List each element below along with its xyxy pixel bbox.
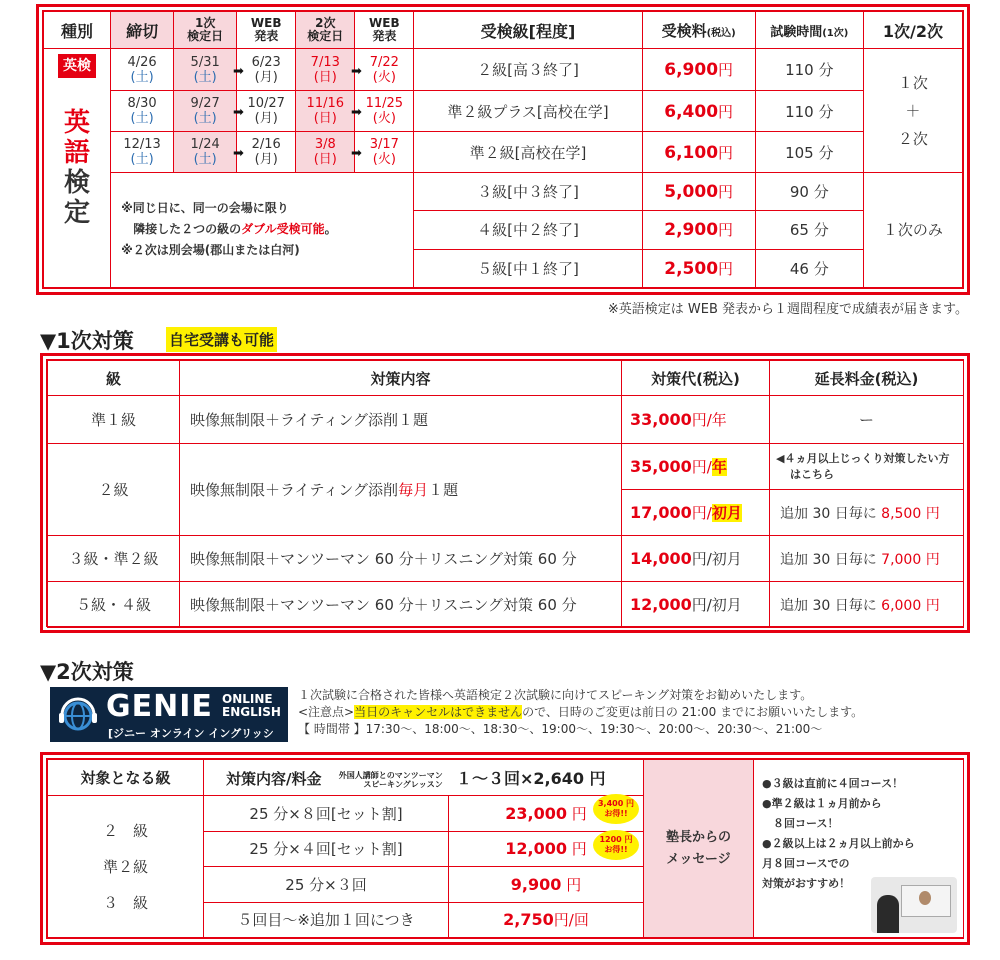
header-grade: 級	[48, 361, 180, 396]
deadline-cell: 4/26 (土)	[111, 49, 174, 90]
time-cell: 110 分	[755, 90, 863, 131]
content-cell: 映像無制限＋ライティング添削１題	[180, 396, 622, 444]
header-fee: 受検料(税込)	[642, 12, 755, 49]
header-grade: 受検級[程度]	[414, 12, 642, 49]
grade-cell: ４級[中２終了]	[414, 211, 642, 249]
web2-cell: 3/17 (火)	[355, 132, 414, 172]
genie-logo: GENIE ONLINE ENGLISH [ジニー オンライン イングリッシュ]	[50, 687, 288, 742]
fee-cell: 14,000円/初月	[622, 536, 770, 582]
grade-cell: ３級・準２級	[48, 536, 180, 582]
content-cell: 25 分×３回	[204, 867, 449, 902]
eiken-schedule-frame	[36, 4, 970, 295]
second-stage-intro: １次試験に合格された皆様へ英語検定２次試験に向けてスピーキング対策をお勧めいたします。 <注意点>当日のキャンセルはできませんので、日時のご変更は前日の 21:00 までにお願いいたします。 【 時間帯 】17:30〜、18:00〜、18:30〜、19:00〜、19:30〜、20:00〜、20:30〜、21:00〜	[298, 688, 864, 736]
content-cell: 映像無制限＋マンツーマン 60 分＋リスニング対策 60 分	[180, 536, 622, 582]
fee-cell: 12,000円/初月	[622, 582, 770, 628]
header-stage: 1次/2次	[863, 12, 962, 49]
second-stage-table	[47, 759, 964, 938]
arrow-right-icon: ➡	[233, 105, 244, 120]
eiken-schedule-table	[43, 11, 963, 288]
header-time: 試験時間(1次)	[755, 12, 863, 49]
grade-cell: 準１級	[48, 396, 180, 444]
grade-cell: 準２級[高校在学]	[414, 132, 642, 172]
section-title-first: ▼1次対策	[40, 329, 134, 353]
table-row	[48, 444, 964, 490]
header-web2: WEB 発表	[355, 12, 414, 49]
first-test-cell: 1/24 (土)	[174, 132, 237, 172]
eiken-footnote: ※英語検定は WEB 発表から１週間程度で成績表が届きます。	[607, 302, 968, 317]
header-target: 対象となる級	[48, 760, 204, 796]
extension-cell: 追加 30 日毎に 6,000 円	[770, 582, 964, 628]
header-type: 種別	[44, 12, 111, 49]
fee-cell: 6,400円	[642, 90, 755, 131]
second-test-cell: 11/16 (日)	[296, 90, 355, 131]
headset-globe-icon	[56, 693, 100, 737]
fee-cell: 33,000円/年	[622, 396, 770, 444]
schedule-row	[44, 49, 963, 90]
fee-cell: 2,900円	[642, 211, 755, 249]
principal-message-label: 塾長からの メッセージ	[644, 760, 754, 938]
content-cell: 25 分×４回[セット割]	[204, 831, 449, 866]
header-first-test: 1次 検定日	[174, 12, 237, 49]
fee-cell: 35,000円/年	[622, 444, 770, 490]
web1-cell: 10/27 (月)	[237, 90, 296, 131]
fee-cell: 6,900円	[642, 49, 755, 90]
time-cell: 110 分	[755, 49, 863, 90]
grade-cell: ５級・４級	[48, 582, 180, 628]
grade-cell: 準２級プラス[高校在学]	[414, 90, 642, 131]
header-fee: 対策代(税込)	[622, 361, 770, 396]
stage-first-only-cell: １次のみ	[863, 172, 962, 287]
deadline-cell: 8/30 (土)	[111, 90, 174, 131]
content-cell: ５回目〜※追加１回につき	[204, 902, 449, 937]
second-test-cell: 7/13 (日)	[296, 49, 355, 90]
double-exam-note: ※同じ日に、同一の会場に限り 隣接した２つの級のダブル受検可能。 ※２次は別会場(郡山または白河)	[111, 172, 414, 287]
time-cell: 105 分	[755, 132, 863, 172]
first-test-cell: 9/27 (土)	[174, 90, 237, 131]
price-cell: 2,750円/回	[449, 902, 644, 937]
header-content: 対策内容/料金 外国人講師とのマンツーマン スピーキングレッスン １〜３回×2,640 円	[204, 760, 644, 796]
fee-cell: 2,500円	[642, 249, 755, 287]
first-stage-table	[47, 360, 964, 628]
grade-cell: ２級[高３終了]	[414, 49, 642, 90]
table-row	[48, 582, 964, 628]
header-second-test: 2次 検定日	[296, 12, 355, 49]
arrow-right-icon: ➡	[233, 64, 244, 79]
price-cell: 23,000 円 3,400 円 お得!!	[449, 796, 644, 831]
arrow-right-icon: ➡	[351, 64, 362, 79]
second-test-cell: 3/8 (日)	[296, 132, 355, 172]
table-row	[48, 536, 964, 582]
price-cell: 9,900 円	[449, 867, 644, 902]
fee-cell: 17,000円/初月	[622, 490, 770, 536]
price-cell: 12,000 円 1200 円 お得!!	[449, 831, 644, 866]
extension-cell: 追加 30 日毎に 8,500 円	[770, 490, 964, 536]
grade-cell: ２級	[48, 444, 180, 536]
web1-cell: 2/16 (月)	[237, 132, 296, 172]
time-cell: 46 分	[755, 249, 863, 287]
content-cell: 25 分×８回[セット割]	[204, 796, 449, 831]
discount-sticker: 3,400 円 お得!!	[593, 794, 639, 824]
web2-cell: 7/22 (火)	[355, 49, 414, 90]
principal-message: ●３級は直前に４回コース！ ●準２級は１ヵ月前から ８回コース！ ●２級以上は２ヵ月以上前から 月８回コースでの 対策がおすすめ！	[754, 760, 964, 938]
grade-cell: ３級[中３終了]	[414, 172, 642, 210]
schedule-row	[44, 132, 963, 172]
grade-cell: ５級[中１終了]	[414, 249, 642, 287]
arrow-right-icon: ➡	[351, 105, 362, 120]
long-term-note: ◀４ヵ月以上じっくり対策したい方 はこちら	[770, 444, 964, 490]
extension-cell: 追加 30 日毎に 7,000 円	[770, 536, 964, 582]
web2-cell: 11/25 (火)	[355, 90, 414, 131]
arrow-right-icon: ➡	[351, 146, 362, 161]
time-cell: 65 分	[755, 211, 863, 249]
deadline-cell: 12/13 (土)	[111, 132, 174, 172]
discount-sticker: 1200 円 お得!!	[593, 830, 639, 860]
eiken-badge: 英検	[58, 54, 96, 78]
header-web1: WEB 発表	[237, 12, 296, 49]
first-stage-frame	[40, 353, 970, 633]
stage-both-cell: １次 ＋ ２次	[863, 49, 962, 172]
content-cell: 映像無制限＋マンツーマン 60 分＋リスニング対策 60 分	[180, 582, 622, 628]
second-stage-frame	[40, 752, 970, 945]
lesson-photo	[871, 877, 957, 933]
schedule-row	[44, 90, 963, 131]
target-grades-cell: ２ 級 準２級 ３ 級	[48, 796, 204, 938]
section-title-second: ▼2次対策	[40, 660, 134, 684]
extension-cell: ー	[770, 396, 964, 444]
time-cell: 90 分	[755, 172, 863, 210]
fee-cell: 5,000円	[642, 172, 755, 210]
home-study-badge: 自宅受講も可能	[166, 327, 277, 352]
eiken-vertical-title: 英 語 検 定	[64, 108, 91, 229]
eiken-label-cell	[44, 49, 111, 288]
content-cell: 映像無制限＋ライティング添削毎月１題	[180, 444, 622, 536]
table-row	[48, 396, 964, 444]
arrow-right-icon: ➡	[233, 146, 244, 161]
header-content: 対策内容	[180, 361, 622, 396]
header-extension: 延長料金(税込)	[770, 361, 964, 396]
web1-cell: 6/23 (月)	[237, 49, 296, 90]
fee-cell: 6,100円	[642, 132, 755, 172]
header-deadline: 締切	[111, 12, 174, 49]
first-test-cell: 5/31 (土)	[174, 49, 237, 90]
